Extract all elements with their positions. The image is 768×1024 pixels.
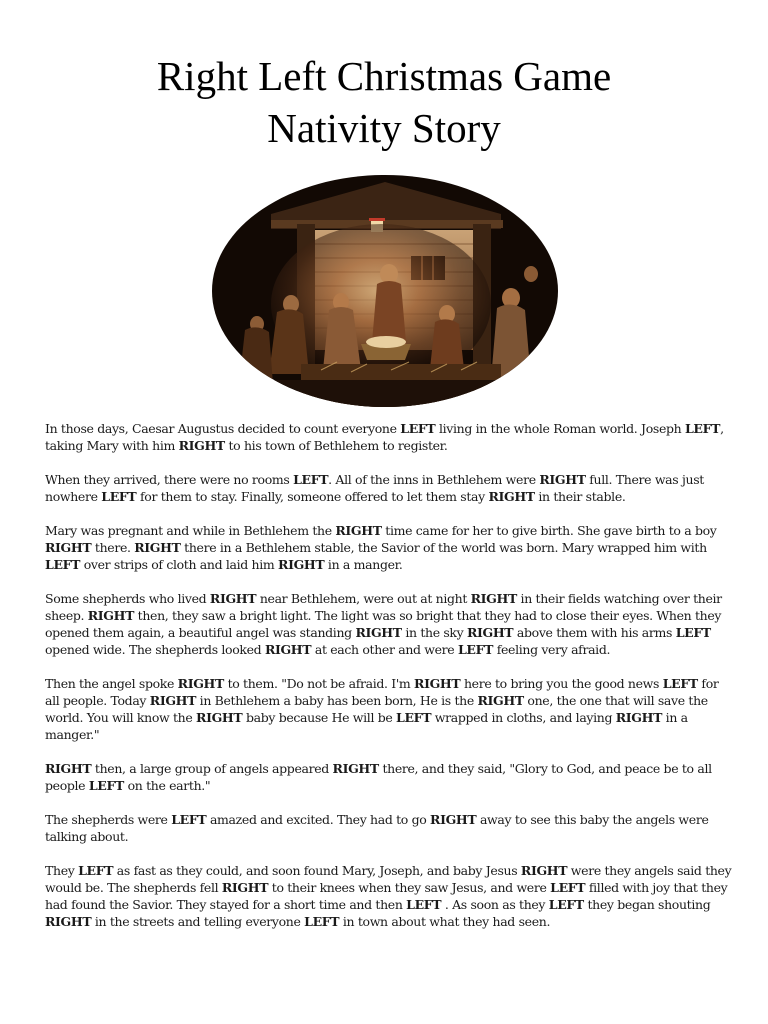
story-paragraph bbox=[45, 522, 735, 573]
title-line-2: Nativity Story bbox=[267, 105, 501, 151]
story-text: living in the whole Roman world. Joseph bbox=[435, 421, 685, 436]
direction-word: RIGHT bbox=[520, 863, 568, 878]
story-text: in town about what they had seen. bbox=[339, 914, 551, 929]
story-paragraph bbox=[45, 862, 735, 930]
direction-word: RIGHT bbox=[430, 812, 477, 827]
story-text: for all people. Today bbox=[45, 676, 719, 708]
direction-word: RIGHT bbox=[355, 625, 402, 640]
story-text: . All of the inns in Bethlehem were bbox=[328, 472, 540, 487]
story-text: to their knees when they saw Jesus, and were bbox=[268, 880, 551, 895]
story-text: opened wide. The shepherds looked bbox=[45, 642, 265, 657]
story-text: They bbox=[45, 863, 79, 878]
story-text: in their fields watching over their sheep. bbox=[45, 591, 722, 623]
title-line-1: Right Left Christmas Game bbox=[156, 53, 612, 99]
story-text: wrapped in cloths, and laying bbox=[431, 710, 616, 725]
story-text: away to see this baby the angels were talking about. bbox=[45, 812, 709, 844]
story-text: over strips of cloth and laid him bbox=[80, 557, 279, 572]
direction-word: LEFT bbox=[662, 676, 698, 691]
story-body bbox=[45, 420, 735, 947]
story-text: time came for her to give birth. She gave birth to a boy bbox=[381, 523, 717, 538]
story-text: in the streets and telling everyone bbox=[91, 914, 305, 929]
direction-word: RIGHT bbox=[134, 540, 181, 555]
direction-word: RIGHT bbox=[278, 557, 325, 572]
direction-word: RIGHT bbox=[335, 523, 382, 538]
story-text: amazed and excited. They had to go bbox=[206, 812, 431, 827]
story-paragraph bbox=[45, 471, 735, 505]
direction-word: RIGHT bbox=[488, 489, 535, 504]
story-text: , taking Mary with him bbox=[45, 421, 724, 453]
story-text: there, and they said, "Glory to God, and peace be to all people bbox=[45, 761, 712, 793]
story-text: baby because He will be bbox=[242, 710, 397, 725]
story-text: feeling very afraid. bbox=[493, 642, 611, 657]
story-text: for them to stay. Finally, someone offered to let them stay bbox=[136, 489, 489, 504]
direction-word: RIGHT bbox=[477, 693, 524, 708]
story-text: full. There was just nowhere bbox=[45, 472, 704, 504]
direction-word: LEFT bbox=[684, 421, 721, 436]
direction-word: LEFT bbox=[88, 778, 124, 793]
direction-word: RIGHT bbox=[177, 676, 224, 691]
story-text: When they arrived, there were no rooms bbox=[45, 472, 294, 487]
story-text: one, the one that will save the world. You will know the bbox=[45, 693, 708, 725]
story-text: in a manger. bbox=[324, 557, 403, 572]
story-text: near Bethlehem, were out at night bbox=[256, 591, 471, 606]
story-text: in their stable. bbox=[534, 489, 626, 504]
nativity-scene-icon bbox=[211, 174, 559, 408]
story-paragraph bbox=[45, 420, 735, 454]
direction-word: LEFT bbox=[78, 863, 114, 878]
story-text: Some shepherds who lived bbox=[45, 591, 210, 606]
direction-word: LEFT bbox=[675, 625, 711, 640]
story-text: on the earth." bbox=[123, 778, 211, 793]
direction-word: LEFT bbox=[396, 710, 432, 725]
story-text: in a manger." bbox=[45, 710, 688, 742]
direction-word: LEFT bbox=[548, 897, 584, 912]
story-text: then, a large group of angels appeared bbox=[91, 761, 333, 776]
story-text: at each other and were bbox=[311, 642, 458, 657]
story-text: in Bethlehem a baby has been born, He is the bbox=[196, 693, 478, 708]
direction-word: RIGHT bbox=[178, 438, 225, 453]
direction-word: RIGHT bbox=[45, 914, 92, 929]
story-text: there in a Bethlehem stable, the Savior of the world was born. Mary wrapped him with bbox=[180, 540, 707, 555]
direction-word: LEFT bbox=[400, 421, 436, 436]
story-text: here to bring you the good news bbox=[460, 676, 663, 691]
direction-word: LEFT bbox=[293, 472, 329, 487]
story-text: then, they saw a bright light. The light was so bright that they had to close their eyes. When they opened them again, a beautiful angel was standing bbox=[45, 608, 722, 640]
direction-word: LEFT bbox=[101, 489, 137, 504]
direction-word: LEFT bbox=[406, 897, 442, 912]
story-text: In those days, Caesar Augustus decided to count everyone bbox=[45, 421, 401, 436]
story-text: Mary was pregnant and while in Bethlehem the bbox=[45, 523, 336, 538]
nativity-scene-photo bbox=[211, 174, 559, 408]
direction-word: RIGHT bbox=[87, 608, 135, 623]
direction-word: LEFT bbox=[304, 914, 340, 929]
story-text: they began shouting bbox=[583, 897, 711, 912]
direction-word: RIGHT bbox=[539, 472, 586, 487]
story-text: to them. "Do not be afraid. I'm bbox=[223, 676, 415, 691]
direction-word: RIGHT bbox=[264, 642, 312, 657]
direction-word: LEFT bbox=[457, 642, 494, 657]
story-text: in the sky bbox=[401, 625, 467, 640]
direction-word: RIGHT bbox=[149, 693, 197, 708]
story-text: were they angels said they would be. The shepherds fell bbox=[45, 863, 732, 895]
direction-word: RIGHT bbox=[470, 591, 517, 606]
direction-word: LEFT bbox=[171, 812, 207, 827]
direction-word: RIGHT bbox=[45, 761, 92, 776]
story-paragraph bbox=[45, 590, 735, 658]
direction-word: RIGHT bbox=[332, 761, 379, 776]
story-text: to his town of Bethlehem to register. bbox=[224, 438, 448, 453]
direction-word: RIGHT bbox=[196, 710, 243, 725]
story-paragraph bbox=[45, 675, 735, 743]
direction-word: RIGHT bbox=[466, 625, 514, 640]
story-text: . As soon as they bbox=[441, 897, 549, 912]
direction-word: LEFT bbox=[45, 557, 81, 572]
story-paragraph bbox=[45, 811, 735, 845]
document-title bbox=[0, 50, 768, 154]
direction-word: RIGHT bbox=[615, 710, 663, 725]
direction-word: RIGHT bbox=[414, 676, 461, 691]
story-text: as fast as they could, and soon found Mary, Joseph, and baby Jesus bbox=[113, 863, 521, 878]
story-text: The shepherds were bbox=[45, 812, 172, 827]
direction-word: RIGHT bbox=[209, 591, 257, 606]
story-text: there. bbox=[91, 540, 135, 555]
story-text: Then the angel spoke bbox=[45, 676, 178, 691]
direction-word: RIGHT bbox=[45, 540, 92, 555]
story-paragraph bbox=[45, 760, 735, 794]
direction-word: LEFT bbox=[550, 880, 586, 895]
story-text: filled with joy that they had found the Savior. They stayed for a short time and then bbox=[45, 880, 728, 912]
direction-word: RIGHT bbox=[221, 880, 269, 895]
story-text: above them with his arms bbox=[513, 625, 676, 640]
